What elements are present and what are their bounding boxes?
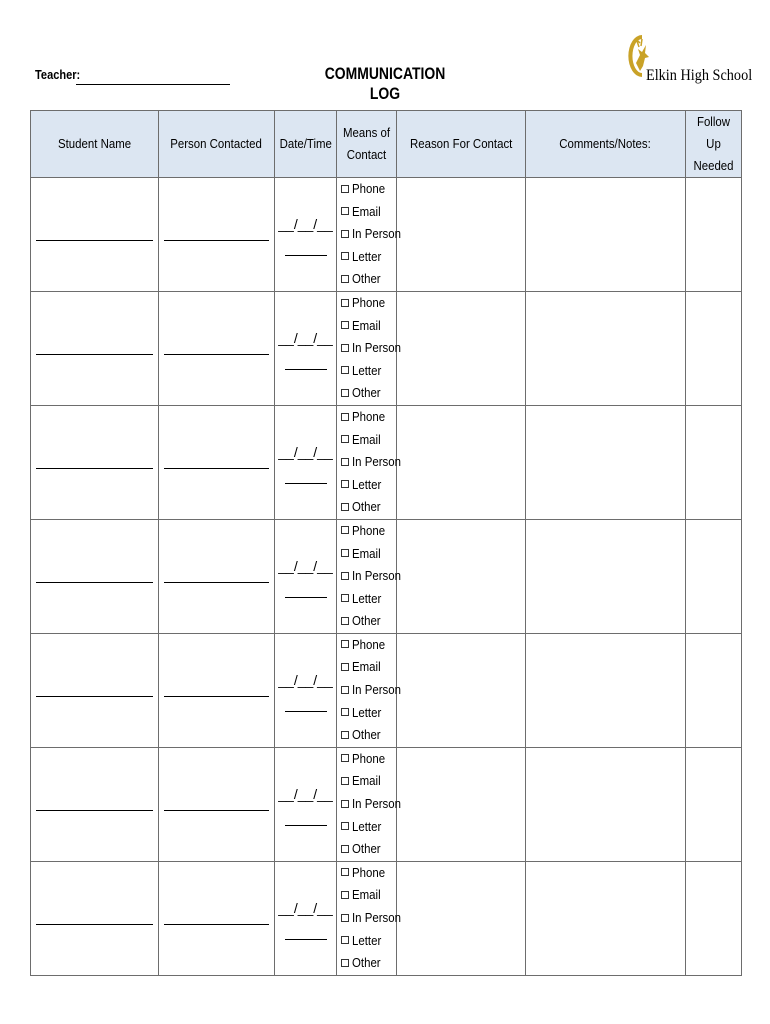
contact-option[interactable]: [341, 565, 401, 588]
contact-option-label: Email: [352, 887, 381, 903]
contact-option-label: Letter: [352, 362, 382, 378]
time-line: [285, 825, 327, 826]
contact-option-label: Phone: [352, 750, 386, 766]
person-contacted-line: [164, 924, 269, 925]
means-of-contact-cell: [337, 861, 401, 975]
means-of-contact-cell: [337, 747, 401, 861]
checkbox-icon[interactable]: [341, 275, 349, 283]
checkbox-icon[interactable]: [341, 617, 349, 625]
person-contacted-line: [164, 468, 269, 469]
reason-cell[interactable]: [397, 178, 526, 292]
comments-cell[interactable]: [526, 633, 686, 747]
date-time-cell[interactable]: [275, 633, 337, 747]
follow-up-cell[interactable]: [686, 405, 742, 519]
comments-cell[interactable]: [526, 291, 686, 405]
contact-option[interactable]: [341, 748, 396, 771]
teacher-name-field[interactable]: [76, 84, 230, 85]
reason-cell[interactable]: [397, 861, 526, 975]
contact-option-label: In Person: [352, 796, 401, 812]
checkbox-icon[interactable]: [341, 480, 349, 488]
student-name-cell[interactable]: [31, 519, 159, 633]
checkbox-icon[interactable]: [341, 299, 349, 307]
reason-cell[interactable]: [397, 747, 526, 861]
contact-option-label: Other: [352, 955, 381, 971]
comments-cell[interactable]: [526, 519, 686, 633]
checkbox-icon[interactable]: [341, 708, 349, 716]
contact-option[interactable]: [341, 588, 396, 611]
contact-option-label: Other: [352, 385, 381, 401]
person-contacted-cell[interactable]: [159, 861, 275, 975]
checkbox-icon[interactable]: [341, 185, 349, 193]
table-row: [31, 861, 742, 975]
contact-option-label: In Person: [352, 226, 401, 242]
column-header-person-contacted: Person Contacted: [159, 111, 275, 178]
date-time-cell[interactable]: [275, 291, 337, 405]
contact-option[interactable]: [341, 770, 396, 793]
contact-option[interactable]: [341, 724, 396, 747]
contact-option-label: Letter: [352, 590, 382, 606]
reason-cell[interactable]: [397, 291, 526, 405]
checkbox-icon[interactable]: [341, 891, 349, 899]
student-name-cell[interactable]: [31, 178, 159, 292]
checkbox-icon[interactable]: [341, 868, 349, 876]
contact-option-label: Letter: [352, 248, 382, 264]
communication-log-table: [30, 110, 742, 976]
contact-option[interactable]: [341, 862, 396, 885]
contact-option[interactable]: [341, 382, 396, 405]
person-contacted-line: [164, 240, 269, 241]
time-line: [285, 369, 327, 370]
contact-option[interactable]: [341, 201, 396, 224]
contact-option[interactable]: [341, 952, 396, 975]
checkbox-icon[interactable]: [341, 845, 349, 853]
checkbox-icon[interactable]: [341, 207, 349, 215]
student-name-cell[interactable]: [31, 291, 159, 405]
column-header-comments: Comments/Notes:: [526, 111, 686, 178]
follow-up-cell[interactable]: [686, 178, 742, 292]
contact-option-label: Email: [352, 773, 381, 789]
comments-cell[interactable]: [526, 747, 686, 861]
person-contacted-line: [164, 810, 269, 811]
table-row: [31, 633, 742, 747]
time-line: [285, 255, 327, 256]
contact-option-label: Email: [352, 203, 381, 219]
contact-option[interactable]: [341, 702, 396, 725]
checkbox-icon[interactable]: [341, 777, 349, 785]
contact-option-label: Other: [352, 613, 381, 629]
contact-option-label: In Person: [352, 340, 401, 356]
contact-option[interactable]: [341, 907, 401, 930]
contact-option[interactable]: [341, 679, 401, 702]
contact-option[interactable]: [341, 884, 396, 907]
comments-cell[interactable]: [526, 405, 686, 519]
follow-up-cell[interactable]: [686, 291, 742, 405]
contact-option[interactable]: [341, 337, 401, 360]
checkbox-icon[interactable]: [341, 572, 349, 580]
checkbox-icon[interactable]: [341, 366, 349, 374]
contact-option-label: In Person: [352, 910, 401, 925]
contact-option[interactable]: [341, 610, 396, 633]
checkbox-icon[interactable]: [341, 458, 349, 466]
checkbox-icon[interactable]: [341, 549, 349, 557]
contact-option-label: Email: [352, 545, 381, 561]
student-name-cell[interactable]: [31, 861, 159, 975]
date-placeholder: __/__/__: [278, 557, 333, 574]
column-header-date-time: Date/Time: [275, 111, 337, 178]
date-placeholder: __/__/__: [278, 215, 333, 232]
person-contacted-line: [164, 354, 269, 355]
contact-option-label: Phone: [352, 522, 386, 538]
contact-option-label: In Person: [352, 682, 401, 698]
contact-option-label: Phone: [352, 408, 386, 424]
date-placeholder: __/__/__: [278, 785, 333, 802]
person-contacted-cell[interactable]: [159, 633, 275, 747]
contact-option-label: Email: [352, 431, 381, 447]
contact-option[interactable]: [341, 520, 396, 543]
checkbox-icon[interactable]: [341, 754, 349, 762]
contact-option[interactable]: [341, 451, 401, 474]
teacher-label: Teacher:: [35, 67, 81, 82]
date-placeholder: __/__/__: [278, 443, 333, 460]
checkbox-icon[interactable]: [341, 914, 349, 922]
checkbox-icon[interactable]: [341, 822, 349, 830]
contact-option[interactable]: [341, 223, 401, 246]
school-logo: [622, 31, 753, 91]
means-of-contact-cell: [337, 405, 401, 519]
contact-option-label: Letter: [352, 932, 382, 948]
checkbox-icon[interactable]: [341, 435, 349, 443]
student-name-cell[interactable]: [31, 633, 159, 747]
checkbox-icon[interactable]: [341, 731, 349, 739]
contact-option[interactable]: [341, 315, 396, 338]
checkbox-icon[interactable]: [341, 936, 349, 944]
contact-option[interactable]: [341, 474, 396, 497]
date-time-cell[interactable]: [275, 519, 337, 633]
date-time-cell[interactable]: [275, 747, 337, 861]
checkbox-icon[interactable]: [341, 594, 349, 602]
table-row: [31, 747, 742, 861]
person-contacted-cell[interactable]: [159, 291, 275, 405]
student-name-line: [36, 582, 153, 583]
contact-option[interactable]: [341, 838, 396, 861]
table-row: [31, 405, 742, 519]
student-name-line: [36, 240, 153, 241]
contact-option[interactable]: [341, 268, 396, 291]
contact-option[interactable]: [341, 406, 396, 429]
contact-option-label: Letter: [352, 476, 382, 492]
date-time-cell[interactable]: [275, 405, 337, 519]
table-row: [31, 178, 742, 292]
contact-option[interactable]: [341, 360, 396, 383]
person-contacted-cell[interactable]: [159, 405, 275, 519]
contact-option[interactable]: [341, 496, 396, 519]
student-name-line: [36, 468, 153, 469]
time-line: [285, 597, 327, 598]
follow-up-cell[interactable]: [686, 519, 742, 633]
person-contacted-cell[interactable]: [159, 747, 275, 861]
student-name-cell[interactable]: [31, 747, 159, 861]
table-header-row: [31, 111, 742, 178]
date-time-cell[interactable]: [275, 178, 337, 292]
contact-option-label: Phone: [352, 864, 386, 880]
checkbox-icon[interactable]: [341, 800, 349, 808]
contact-option-label: Phone: [352, 636, 386, 652]
column-header-reason: Reason For Contact: [397, 111, 526, 178]
comments-cell[interactable]: [526, 178, 686, 292]
time-line: [285, 939, 327, 940]
student-name-line: [36, 354, 153, 355]
column-header-follow-up: Follow Up Needed: [686, 111, 742, 178]
person-contacted-cell[interactable]: [159, 519, 275, 633]
checkbox-icon[interactable]: [341, 526, 349, 534]
school-name: Elkin High School: [646, 67, 753, 84]
student-name-line: [36, 924, 153, 925]
person-contacted-line: [164, 582, 269, 583]
contact-option[interactable]: [341, 930, 396, 953]
date-placeholder: __/__/__: [278, 329, 333, 346]
checkbox-icon[interactable]: [341, 230, 349, 238]
comments-cell[interactable]: [526, 861, 686, 975]
checkbox-icon[interactable]: [341, 959, 349, 967]
means-of-contact-cell: [337, 178, 401, 292]
contact-option[interactable]: [341, 246, 396, 269]
person-contacted-line: [164, 696, 269, 697]
reason-cell[interactable]: [397, 633, 526, 747]
contact-option-label: In Person: [352, 568, 401, 584]
contact-option-label: Letter: [352, 818, 382, 834]
contact-option-label: Letter: [352, 704, 382, 720]
contact-option-label: Other: [352, 727, 381, 743]
person-contacted-cell[interactable]: [159, 178, 275, 292]
checkbox-icon[interactable]: [341, 640, 349, 648]
contact-option-label: Email: [352, 659, 381, 675]
checkbox-icon[interactable]: [341, 389, 349, 397]
means-of-contact-cell: [337, 633, 401, 747]
contact-option-label: Other: [352, 271, 381, 287]
student-name-line: [36, 810, 153, 811]
reason-cell[interactable]: [397, 519, 526, 633]
contact-option[interactable]: [341, 634, 396, 657]
column-header-means-of-contact: Means of Contact: [337, 111, 397, 178]
contact-option-label: Other: [352, 499, 381, 515]
column-header-student-name: Student Name: [31, 111, 159, 178]
checkbox-icon[interactable]: [341, 686, 349, 694]
contact-option[interactable]: [341, 543, 396, 566]
contact-option-label: Phone: [352, 181, 386, 196]
contact-option-label: Email: [352, 317, 381, 333]
contact-option[interactable]: [341, 178, 396, 201]
table-row: [31, 291, 742, 405]
student-name-line: [36, 696, 153, 697]
contact-option[interactable]: [341, 292, 396, 315]
checkbox-icon[interactable]: [341, 413, 349, 421]
reason-cell[interactable]: [397, 405, 526, 519]
table-row: [31, 519, 742, 633]
time-line: [285, 711, 327, 712]
means-of-contact-cell: [337, 291, 401, 405]
means-of-contact-cell: [337, 519, 401, 633]
contact-option[interactable]: [341, 816, 396, 839]
student-name-cell[interactable]: [31, 405, 159, 519]
date-placeholder: __/__/__: [278, 899, 333, 916]
contact-option-label: Phone: [352, 294, 386, 310]
follow-up-cell[interactable]: [686, 861, 742, 975]
contact-option-label: Other: [352, 841, 381, 857]
contact-option[interactable]: [341, 429, 396, 452]
checkbox-icon[interactable]: [341, 503, 349, 511]
time-line: [285, 483, 327, 484]
date-placeholder: __/__/__: [278, 671, 333, 688]
date-time-cell[interactable]: [275, 861, 337, 975]
contact-option[interactable]: [341, 793, 401, 816]
checkbox-icon[interactable]: [341, 321, 349, 329]
checkbox-icon[interactable]: [341, 344, 349, 352]
checkbox-icon[interactable]: [341, 663, 349, 671]
contact-option[interactable]: [341, 656, 396, 679]
follow-up-cell[interactable]: [686, 633, 742, 747]
contact-option-label: In Person: [352, 454, 401, 470]
follow-up-cell[interactable]: [686, 747, 742, 861]
page-title: COMMUNICATION LOG: [324, 64, 446, 103]
checkbox-icon[interactable]: [341, 252, 349, 260]
